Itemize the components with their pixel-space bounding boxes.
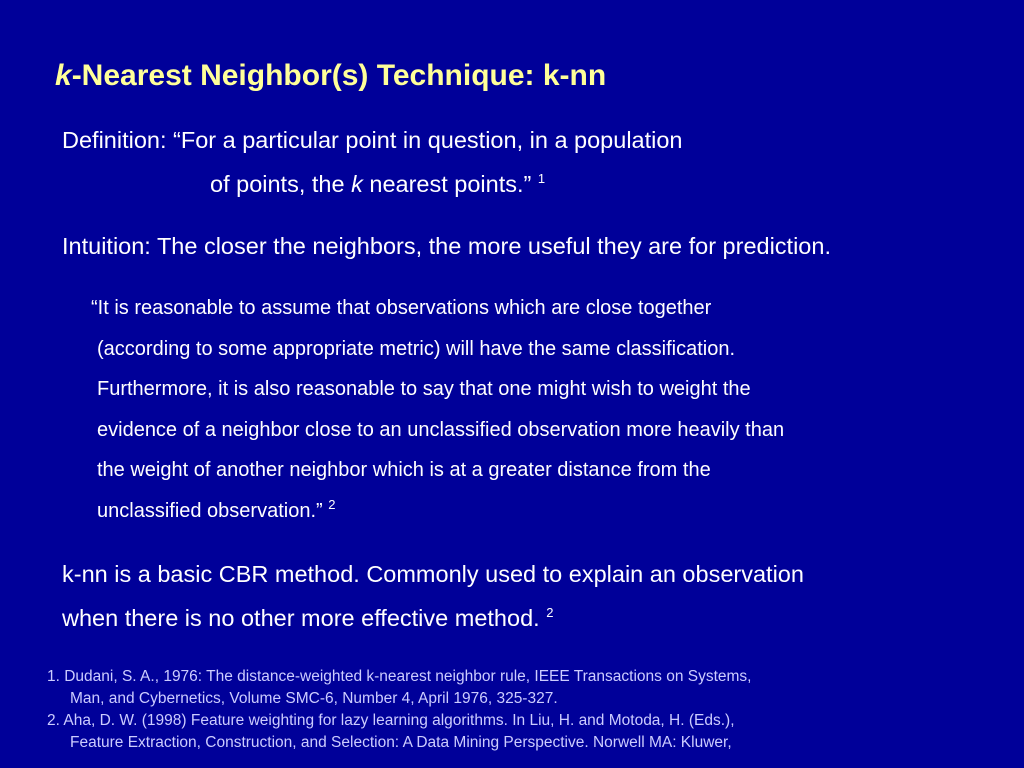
definition-k: k xyxy=(351,171,363,197)
quote-line: unclassified observation.” xyxy=(97,499,329,522)
quote-line: (according to some appropriate metric) will have the same classification. xyxy=(97,337,736,360)
references xyxy=(47,666,752,754)
definition-line-2 xyxy=(62,162,683,206)
quote-line: evidence of a neighbor close to an unclassified observation more heavily than xyxy=(97,418,785,441)
definition-line-2a: of points, the xyxy=(210,171,352,197)
reference-1-line-1: 1. Dudani, S. A., 1976: The distance-weighted k-nearest neighbor rule, IEEE Transactions on Systems, xyxy=(47,668,752,685)
definition-line-2b: nearest points.” xyxy=(362,171,538,197)
reference-1-line-2: Man, and Cybernetics, Volume SMC-6, Number 4, April 1976, 325-327. xyxy=(70,690,558,707)
knn-line-2: when there is no other more effective method. xyxy=(62,605,547,631)
quote-line: Furthermore, it is also reasonable to say that one might wish to weight the xyxy=(97,378,751,400)
title-k: k xyxy=(55,59,72,92)
knn-ref: 2 xyxy=(546,605,554,620)
reference-2-line-1: 2. Aha, D. W. (1998) Feature weighting for lazy learning algorithms. In Liu, H. and Motoda, H. (Eds.), xyxy=(47,712,735,729)
quote-line: the weight of another neighbor which is at a greater distance from the xyxy=(97,459,711,481)
title-rest: -Nearest Neighbor(s) Technique: k-nn xyxy=(71,59,607,92)
definition-line-1: Definition: “For a particular point in question, in a population xyxy=(62,127,683,153)
slide-title xyxy=(55,56,606,96)
definition-block xyxy=(62,118,683,206)
quote-ref: 2 xyxy=(328,496,336,512)
quote-block xyxy=(91,288,784,531)
knn-line-1: k-nn is a basic CBR method. Commonly used to explain an observation xyxy=(62,561,804,587)
quote-line-last xyxy=(91,491,784,532)
knn-line-2-wrap xyxy=(62,596,804,640)
quote-line: “It is reasonable to assume that observations which are close together xyxy=(91,297,712,319)
reference-2-line-2: Feature Extraction, Construction, and Selection: A Data Mining Perspective. Norwell MA: Kluwer, xyxy=(70,734,732,751)
intuition-text: Intuition: The closer the neighbors, the more useful they are for prediction. xyxy=(62,233,831,259)
knn-block xyxy=(62,552,804,640)
definition-ref: 1 xyxy=(537,171,546,186)
